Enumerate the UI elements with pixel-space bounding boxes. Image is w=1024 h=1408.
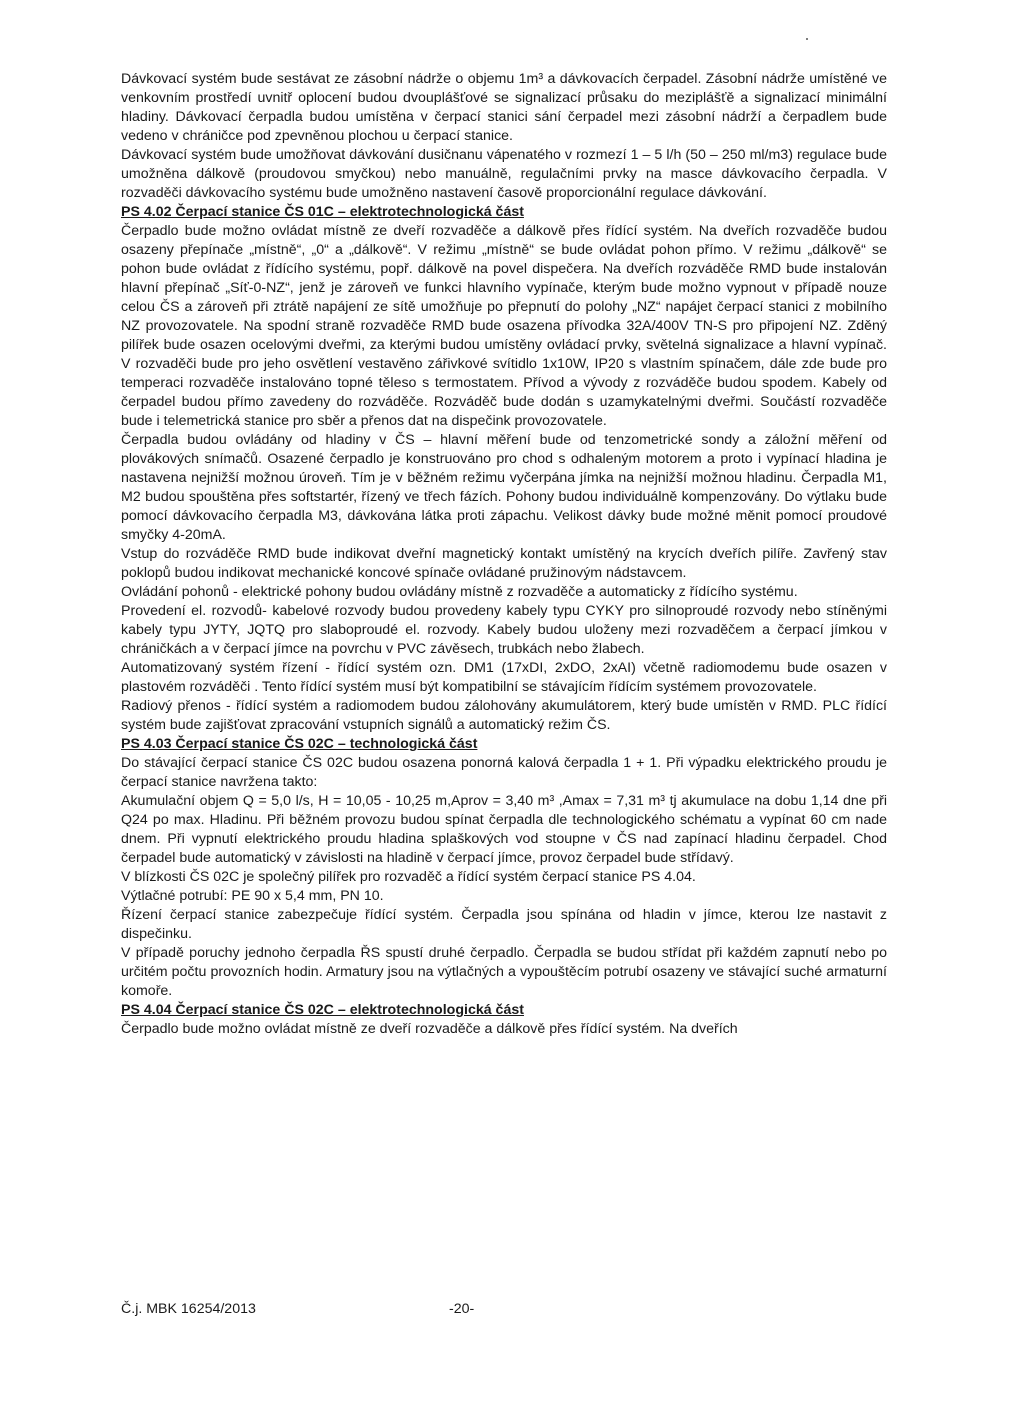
page-footer — [121, 1300, 475, 1319]
paragraph-drive-control: Ovládání pohonů - elektrické pohony budou ovládány místně z rozvaděče a automaticky z řídícího systému. — [121, 584, 798, 600]
paragraph-accumulation: Akumulační objem Q = 5,0 l/s, H = 10,05 - 10,25 m,Aprov = 3,40 m³ ,Amax = 7,31 m³ tj akumulace na dobu 1,14 dne při Q24 po max. Hladinu. Při běžném provozu budou spínat čerpadla dle technologického schématu a vypínat 60 cm nade dnem. Při vypnutí elektrického proudu hladina splaškových vod stoupne v ČS nad zapínací hladinu čerpadel. Chod čerpadel bude automatický v závislosti na hladině v čerpací jímce, provoz čerpadel bude střídavý. — [121, 793, 887, 866]
paragraph-discharge-pipe: Výtlačné potrubí: PE 90 x 5,4 mm, PN 10. — [121, 888, 384, 904]
paragraph-rmd-entry: Vstup do rozváděče RMD bude indikovat dveřní magnetický kontakt umístěný na krycích dveřích pilíře. Zavřený stav poklopů budou indikovat mechanické koncové spínače ovládané pružinovým nádstavcem. — [121, 546, 887, 581]
paragraph-station-control: Řízení čerpací stanice zabezpečuje řídící systém. Čerpadla jsou spínána od hladin v jímce, kterou lze nastavit z dispečinku. — [121, 907, 887, 942]
section-heading-ps-4-02: PS 4.02 Čerpací stanice ČS 01C – elektrotechnologická část — [121, 204, 524, 220]
section-heading-ps-4-03: PS 4.03 Čerpací stanice ČS 02C – technologická část — [121, 736, 478, 752]
paragraph-pump-control: Čerpadlo bude možno ovládat místně ze dveří rozvaděče a dálkově přes řídící systém. Na dveřích rozvaděče budou osazeny přepínače „místně“, „0“ a „dálkově“. V režimu „místně“ se bude ovládat pohon přímo. V režimu „dálkově“ se pohon bude ovládat z řídícího systému, popř. dálkově na povel dispečera. Na dveřích rozváděče RMD bude instalován hlavní přepínač „Síť-0-NZ“, jenž je zároveň ve funkci hlavního vypínače, kterým bude možno vypnout v případě nouze celou ČS a zároveň při ztrátě napájení ze sítě umožňuje po přepnutí do polohy „NZ“ napájet čerpací stanici z mobilního NZ provozovatele. Na spodní straně rozvaděče RMD bude osazena přívodka 32A/400V TN-S pro připojení NZ. Zděný pilířek bude osazen ocelovými dveřmi, za kterými budou umístěny ovládací prvky, světelná signalizace a hlavní vypínač. V rozvaděči bude pro jeho osvětlení vestavěno zářivkové svítidlo 1x10W, IP20 s vlastním spínačem, dále zde bude pro temperaci rozvaděče instalováno topné těleso s termostatem. Přívod a vývody z rozváděče budou spodem. Kabely od čerpadel budou přímo zavedeny do rozváděče. Rozváděč bude dodán s uzamykatelnými dveřmi. Součástí rozvaděče bude i telemetrická stanice pro sběr a přenos dat na dispečink provozovatele. — [121, 223, 887, 429]
document-body — [121, 70, 887, 1039]
paragraph-level-control: Čerpadla budou ovládány od hladiny v ČS – hlavní měření bude od tenzometrické sondy a záložní měření od plovákových snímačů. Osazené čerpadlo je konstruováno pro chod s odhaleným motorem a proto i vypínací hladina je nastavena nejnižší možnou úroveň. Tím je v běžném režimu vyčerpána jímka na nejnižší možnou hladinu. Čerpadla M1, M2 budou spouštěna přes softstartér, řízený ve třech fázích. Pohony budou individuálně kompenzovány. Do výtlaku bude pomocí dávkovacího čerpadla M3, dávkována látka proti zápachu. Velikost dávky bude možné měnit pomocí proudové smyčky 4-20mA. — [121, 432, 887, 543]
paragraph-cs02c-pumps: Do stávající čerpací stanice ČS 02C budou osazena ponorná kalová čerpadla 1 + 1. Při výpadku elektrického proudu je čerpací stanice navržena takto: — [121, 755, 887, 790]
section-heading-ps-4-04: PS 4.04 Čerpací stanice ČS 02C – elektrotechnologická část — [121, 1002, 524, 1018]
paragraph-radio: Radiový přenos - řídící systém a radiomodem budou zálohovány akumulátorem, který bude umístěn v RMD. PLC řídící systém bude zajišťovat zpracování vstupních signálů a automatický režim ČS. — [121, 698, 887, 733]
paragraph-dosing-tank: Dávkovací systém bude sestávat ze zásobní nádrže o objemu 1m³ a dávkovacích čerpadel. Zásobní nádrže umístěné ve venkovním prostředí uvnitř oplocení budou dvouplášťové se signalizací průsaku do meziplášťě a signalizací minimální hladiny. Dávkovací čerpadla budou umístěna v čerpací stanici sání čerpadel mezi zásobní nádrží a čerpadlem bude vedeno v chráničce pod zpevněnou plochou u čerpací stanice. — [121, 71, 887, 144]
document-reference: Č.j. MBK 16254/2013 — [121, 1301, 256, 1317]
paragraph-pump-failure: V případě poruchy jednoho čerpadla ŘS spustí druhé čerpadlo. Čerpadla se budou střídat při každém zapnutí nebo po určitém počtu provozních hodin. Armatury jsou na výtlačných a vypouštěcím potrubí osazeny ve stávající suché armaturní komoře. — [121, 945, 887, 999]
paragraph-automation: Automatizovaný systém řízení - řídící systém ozn. DM1 (17xDI, 2xDO, 2xAI) včetně radiomodemu bude osazen v plastovém rozváděči . Tento řídící systém musí být kompatibilní se stávajícím řídícím systémem provozovatele. — [121, 660, 887, 695]
scan-speck — [806, 38, 808, 40]
page-number: -20- — [449, 1301, 475, 1317]
paragraph-ps-4-04-control: Čerpadlo bude možno ovládat místně ze dveří rozvaděče a dálkově přes řídící systém. Na dveřích — [121, 1021, 738, 1037]
paragraph-pillar: V blízkosti ČS 02C je společný pilířek pro rozvaděč a řídící systém čerpací stanice PS 4.04. — [121, 869, 696, 885]
paragraph-cabling: Provedení el. rozvodů- kabelové rozvody budou provedeny kabely typu CYKY pro silnoproudé rozvody nebo stíněnými kabely typu JYTY, JQTQ pro slaboproudé el. rozvody. Kabely budou uloženy mezi rozvaděčem a čerpací jímkou v chráničkách a v čerpací jímce na povrchu v PVC závěsech, trubkách nebo žlabech. — [121, 603, 887, 657]
paragraph-dosing-regulation: Dávkovací systém bude umožňovat dávkování dusičnanu vápenatého v rozmezí 1 – 5 l/h (50 – 250 ml/m3) regulace bude umožněna dálkově (proudovou smyčkou) nebo manuálně, regulačními prvky na masce dávkovacího čerpadla. V rozvaděči dávkovacího systému bude umožněno nastavení časově proporcionální regulace dávkování. — [121, 147, 887, 201]
